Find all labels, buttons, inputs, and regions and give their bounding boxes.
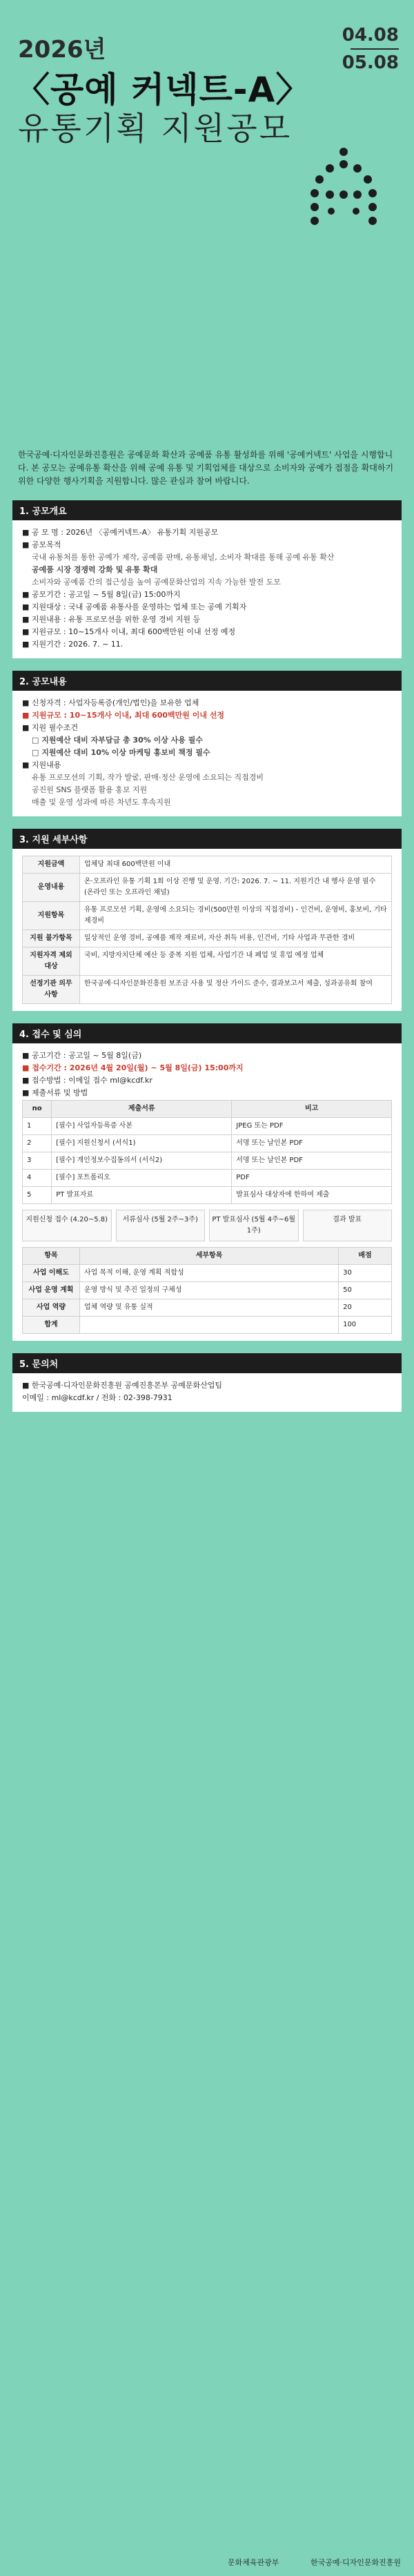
- cell: 합계: [23, 1317, 80, 1334]
- date-divider: [351, 48, 399, 50]
- table-row: [23, 1135, 392, 1152]
- content-row: 공진원 SNS 플랫폼 활용 홍보 지원: [32, 785, 148, 794]
- cell: PDF: [232, 1170, 392, 1187]
- table-row: [23, 1317, 392, 1334]
- evaluation-table: [22, 1247, 392, 1334]
- date-start: 04.08: [342, 25, 399, 46]
- table-row: [23, 947, 392, 976]
- apply-row: ■ 공고기간 : 공고일 ~ 5월 8일(금): [22, 1051, 142, 1060]
- column-header: 항목: [23, 1248, 80, 1265]
- row-label: 선정기관 의무사항: [23, 976, 80, 1004]
- content-row: □ 지원예산 대비 자부담금 총 30% 이상 사용 필수: [32, 736, 203, 745]
- table-row: [23, 1265, 392, 1282]
- section-body: [12, 849, 402, 1011]
- section-title: 1. 공모개요: [12, 500, 402, 520]
- section-details: [12, 829, 402, 1011]
- section-body: [12, 520, 402, 658]
- section-body: [12, 691, 402, 816]
- cell: 100: [339, 1317, 392, 1334]
- column-header: 제출서류: [52, 1101, 232, 1118]
- overview-row: ■ 공모목적: [22, 540, 61, 549]
- cell: 발표심사 대상자에 한하여 제출: [232, 1187, 392, 1204]
- table-row: [23, 1118, 392, 1135]
- row-text: 국비, 지방자치단체 예산 등 중복 지원 업체, 사업기간 내 폐업 및 휴업 예정 업체: [80, 947, 392, 976]
- footer: [0, 2546, 414, 2576]
- column-header: 비고: [232, 1101, 392, 1118]
- table-row: [23, 1282, 392, 1299]
- row-label: 지원항목: [23, 902, 80, 930]
- crafts-a-logo-icon: [302, 145, 385, 228]
- content-row: ■ 지원내용: [22, 760, 61, 769]
- row-label: 지원금액: [23, 856, 80, 874]
- apply-row[interactable]: ■ 접수방법 : 이메일 접수 ml@kcdf.kr: [22, 1076, 152, 1085]
- table-row: [23, 874, 392, 902]
- table-row: [23, 1187, 392, 1204]
- content-row: □ 지원예산 대비 10% 이상 마케팅 홍보비 책정 필수: [32, 748, 210, 757]
- section-application: [12, 1023, 402, 1341]
- flow-step: 지원신청 접수 (4.20~5.8): [22, 1210, 112, 1241]
- contact-row[interactable]: 이메일 : ml@kcdf.kr / 전화 : 02-398-7931: [22, 1393, 172, 1402]
- cell: 서명 또는 날인본 PDF: [232, 1152, 392, 1170]
- overview-row: ■ 지원기간 : 2026. 7. ~ 11.: [22, 640, 124, 649]
- documents-table: [22, 1100, 392, 1204]
- date-end: 05.08: [342, 52, 399, 73]
- overview-row: ■ 지원내용 : 유통 프로모션을 위한 운영 경비 지원 등: [22, 615, 201, 624]
- overview-row: ■ 지원대상 : 국내 공예품 유통사를 운영하는 업체 또는 공예 기획자: [22, 602, 247, 611]
- row-text: 온·오프라인 유통 기획 1회 이상 진행 및 운영. 기간: 2026. 7. ~ 11. 지원기간 내 행사 운영 필수 (온라인 또는 오프라인 채널): [80, 874, 392, 902]
- year: 2026년: [18, 36, 106, 63]
- cell: 20: [339, 1299, 392, 1317]
- content-row: ■ 지원 필수조건: [22, 723, 79, 732]
- row-label: 지원자격 제외대상: [23, 947, 80, 976]
- column-header: no: [23, 1101, 52, 1118]
- cell: 사업 목적 이해, 운영 계획 적합성: [80, 1265, 339, 1282]
- table-row: [23, 856, 392, 874]
- cell: [필수] 개인정보수집동의서 (서식2): [52, 1152, 232, 1170]
- overview-row: ■ 공모기간 : 공고일 ~ 5월 8일(금) 15:00까지: [22, 590, 181, 599]
- cell: 5: [23, 1187, 52, 1204]
- cell: JPEG 또는 PDF: [232, 1118, 392, 1135]
- process-flow: [22, 1210, 392, 1241]
- table-row: [23, 976, 392, 1004]
- apply-row: ■ 제출서류 및 방법: [22, 1088, 88, 1097]
- cell: 업체 역량 및 유통 실적: [80, 1299, 339, 1317]
- cell: [필수] 포트폴리오: [52, 1170, 232, 1187]
- cell: 사업 역량: [23, 1299, 80, 1317]
- flow-step: 서류심사 (5월 2주~3주): [116, 1210, 206, 1241]
- section-title: 2. 공모내용: [12, 671, 402, 691]
- cell: [필수] 지원신청서 (서식1): [52, 1135, 232, 1152]
- intro-text: 한국공예·디자인문화진흥원은 공예문화 확산과 공예품 유통 활성화를 위해 '공예커넥트' 사업을 시행합니다. 본 공모는 공예유통 확산을 위해 공예 유통 및 기획업체를 대상으로 소비자와 공예가 접점을 확대하기 위한 다양한 행사기획을 지원합니다. 많은 관심과 참여 바랍니다.: [18, 450, 394, 486]
- section-contact: [12, 1353, 402, 1412]
- section-body: [12, 1043, 402, 1341]
- content-row: 유통 프로모션의 기획, 작가 발굴, 판매·정산 운영에 소요되는 직접경비: [32, 773, 264, 782]
- content-row: ■ 지원규모 : 10~15개사 이내, 최대 600백만원 이내 선정: [22, 711, 225, 720]
- cell: 1: [23, 1118, 52, 1135]
- cell: 4: [23, 1170, 52, 1187]
- overview-row: ■ 공 모 명 : 2026년 〈공예커넥트-A〉 유통기획 지원공모: [22, 528, 219, 537]
- cell: 2: [23, 1135, 52, 1152]
- row-text: 한국공예·디자인문화진흥원 보조금 사용 및 정산 가이드 준수, 결과보고서 제출, 성과공유회 참여: [80, 976, 392, 1004]
- apply-row: ■ 접수기간 : 2026년 4월 20일(월) ~ 5월 8일(금) 15:00까지: [22, 1063, 244, 1072]
- flow-step: 결과 발표: [303, 1210, 393, 1241]
- section-title: 4. 접수 및 심의: [12, 1023, 402, 1043]
- table-row: [23, 1152, 392, 1170]
- contact-row: ■ 한국공예·디자인문화진흥원 공예진흥본부 공예문화산업팀: [22, 1381, 223, 1390]
- content-row: 매출 및 운영 성과에 따른 차년도 후속지원: [32, 798, 171, 807]
- kcdf-logo: 한국공예·디자인문화진흥원: [310, 2558, 402, 2567]
- details-table: [22, 856, 392, 1004]
- section-body: [12, 1373, 402, 1412]
- section-overview: [12, 500, 402, 658]
- header: [0, 0, 414, 207]
- cell: PT 발표자료: [52, 1187, 232, 1204]
- section-content: [12, 671, 402, 816]
- cell: 3: [23, 1152, 52, 1170]
- cell: [필수] 사업자등록증 사본: [52, 1118, 232, 1135]
- page-subtitle: 유통기획 지원공모: [18, 110, 293, 147]
- row-text: 일상적인 운영 경비, 공예품 제작 재료비, 자산 취득 비용, 인건비, 기타 사업과 무관한 경비: [80, 930, 392, 947]
- column-header: 세부항목: [80, 1248, 339, 1265]
- cell: 운영 방식 및 추진 일정의 구체성: [80, 1282, 339, 1299]
- section-title: 5. 문의처: [12, 1353, 402, 1373]
- date-range: [342, 23, 399, 75]
- row-text: 유통 프로모션 기획, 운영에 소요되는 경비(500만원 이상의 직접경비) - 인건비, 운영비, 홍보비, 기타 제경비: [80, 902, 392, 930]
- row-label: 운영내용: [23, 874, 80, 902]
- column-header: 배점: [339, 1248, 392, 1265]
- cell: [80, 1317, 339, 1334]
- overview-row: ■ 지원규모 : 10~15개사 이내, 최대 600백만원 이내 선정 예정: [22, 627, 236, 636]
- table-row: [23, 1299, 392, 1317]
- mcst-logo: 문화체육관광부: [228, 2558, 279, 2567]
- overview-row: 국내 유통처를 통한 공예가 제작, 공예품 판매, 유통채널, 소비자 확대를 통해 공예 유통 확산: [32, 553, 335, 562]
- cell: 사업 이해도: [23, 1265, 80, 1282]
- table-header-row: [23, 1101, 392, 1118]
- row-text: 업체당 최대 600백만원 이내: [80, 856, 392, 874]
- table-row: [23, 1170, 392, 1187]
- flow-step: PT 발표심사 (5월 4주~6월 1주): [209, 1210, 299, 1241]
- cell: 서명 또는 날인본 PDF: [232, 1135, 392, 1152]
- overview-row: 소비자와 공예품 간의 접근성을 높여 공예문화산업의 지속 가능한 발전 도모: [32, 578, 281, 587]
- table-header-row: [23, 1248, 392, 1265]
- row-label: 지원 불가항목: [23, 930, 80, 947]
- cell: 30: [339, 1265, 392, 1282]
- table-row: [23, 902, 392, 930]
- cell: 50: [339, 1282, 392, 1299]
- content-row: ■ 신청자격 : 사업자등록증(개인/법인)을 보유한 업체: [22, 698, 199, 707]
- cell: 사업 운영 계획: [23, 1282, 80, 1299]
- page-title: 〈공예 커넥트-A〉: [15, 70, 311, 110]
- section-title: 3. 지원 세부사항: [12, 829, 402, 849]
- table-row: [23, 930, 392, 947]
- overview-row: 공예품 시장 경쟁력 강화 및 유통 확대: [32, 565, 158, 574]
